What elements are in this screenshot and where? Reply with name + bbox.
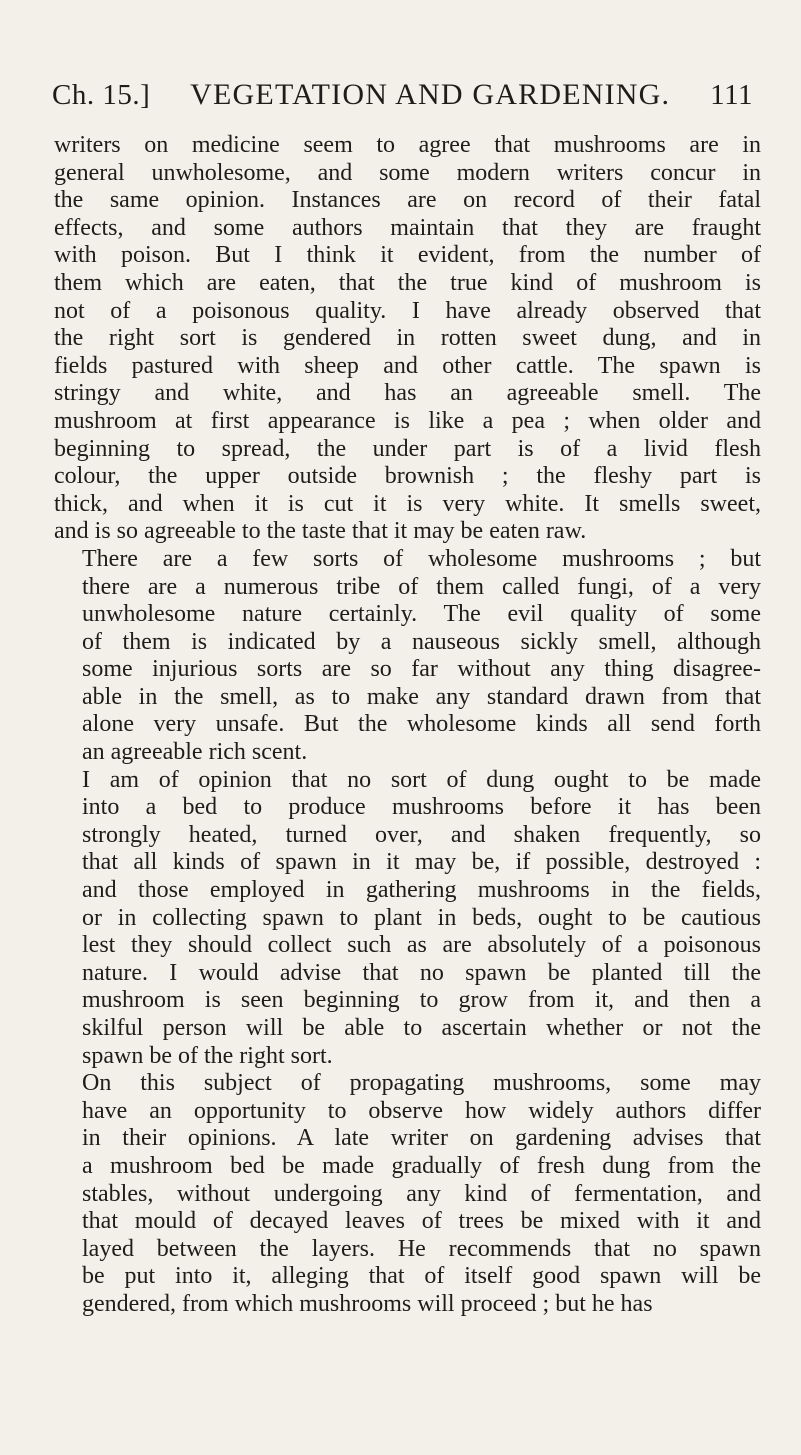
text-line: nature. I would advise that no spawn be planted till the [82, 959, 761, 986]
chapter-label: Ch. 15.] [52, 79, 151, 111]
text-line: colour, the upper outside brownish ; the fleshy part is [54, 463, 761, 490]
text-line: that mould of decayed leaves of trees be mixed with it and [82, 1208, 761, 1235]
body-text [52, 132, 761, 1319]
text-line: there are a numerous tribe of them called fungi, of a very [82, 573, 761, 600]
running-head [52, 78, 761, 112]
text-line: There are a few sorts of wholesome mushrooms ; but [82, 545, 761, 572]
text-line: stringy and white, and has an agreeable smell. The [54, 380, 761, 407]
page-number: 111 [710, 79, 753, 111]
text-line: I am of opinion that no sort of dung ought to be made [82, 766, 761, 793]
text-line: in their opinions. A late writer on gardening advises that [82, 1125, 761, 1152]
text-line: have an opportunity to observe how widely authors differ [82, 1097, 761, 1124]
text-line: fields pastured with sheep and other cattle. The spawn is [54, 352, 761, 379]
text-line: effects, and some authors maintain that they are fraught [54, 214, 761, 241]
text-line: able in the smell, as to make any standard drawn from that [82, 683, 761, 710]
text-line: writers on medicine seem to agree that mushrooms are in [54, 132, 761, 158]
text-line: lest they should collect such as are absolutely of a poisonous [82, 932, 761, 959]
paragraph [54, 132, 761, 546]
paragraph [54, 767, 761, 1071]
text-line: unwholesome nature certainly. The evil quality of some [82, 601, 761, 628]
text-line: an agreeable rich scent. [82, 739, 308, 766]
text-line: general unwholesome, and some modern writers concur in [54, 159, 761, 186]
text-line: thick, and when it is cut it is very white. It smells sweet, [54, 490, 761, 517]
text-line: alone very unsafe. But the wholesome kinds all send forth [82, 711, 761, 738]
paragraph [54, 546, 761, 767]
text-line: strongly heated, turned over, and shaken frequently, so [82, 821, 761, 848]
running-title: VEGETATION AND GARDENING. [190, 78, 671, 111]
text-line: not of a poisonous quality. I have already observed that [54, 297, 761, 324]
text-line: and is so agreeable to the taste that it may be eaten raw. [54, 518, 587, 545]
text-line: and those employed in gathering mushrooms in the fields, [82, 877, 761, 904]
text-line: beginning to spread, the under part is of a livid flesh [54, 435, 761, 462]
text-line: the right sort is gendered in rotten sweet dung, and in [54, 325, 761, 352]
text-line: layed between the layers. He recommends that no spawn [82, 1235, 761, 1262]
text-line: a mushroom bed be made gradually of fresh dung from the [82, 1152, 761, 1179]
text-line: into a bed to produce mushrooms before it has been [82, 794, 761, 821]
text-line: mushroom is seen beginning to grow from it, and then a [82, 987, 761, 1014]
text-line: On this subject of propagating mushrooms, some may [82, 1070, 761, 1097]
text-line: spawn be of the right sort. [82, 1042, 333, 1069]
text-line: gendered, from which mushrooms will proceed ; but he has [82, 1290, 653, 1317]
text-line: with poison. But I think it evident, from the number of [54, 242, 761, 269]
text-line: skilful person will be able to ascertain whether or not the [82, 1015, 761, 1041]
text-line: mushroom at first appearance is like a pea ; when older and [54, 407, 761, 434]
text-line: or in collecting spawn to plant in beds, ought to be cautious [82, 904, 761, 931]
text-line: them which are eaten, that the true kind of mushroom is [54, 269, 761, 296]
text-line: that all kinds of spawn in it may be, if possible, destroyed : [82, 849, 761, 876]
paragraph [54, 1070, 761, 1318]
text-line: of them is indicated by a nauseous sickly smell, although [82, 628, 761, 655]
text-line: be put into it, alleging that of itself good spawn will be [82, 1263, 761, 1290]
text-line: the same opinion. Instances are on record of their fatal [54, 187, 761, 214]
text-line: some injurious sorts are so far without any thing disagree- [82, 656, 761, 683]
text-line: stables, without undergoing any kind of fermentation, and [82, 1180, 761, 1207]
